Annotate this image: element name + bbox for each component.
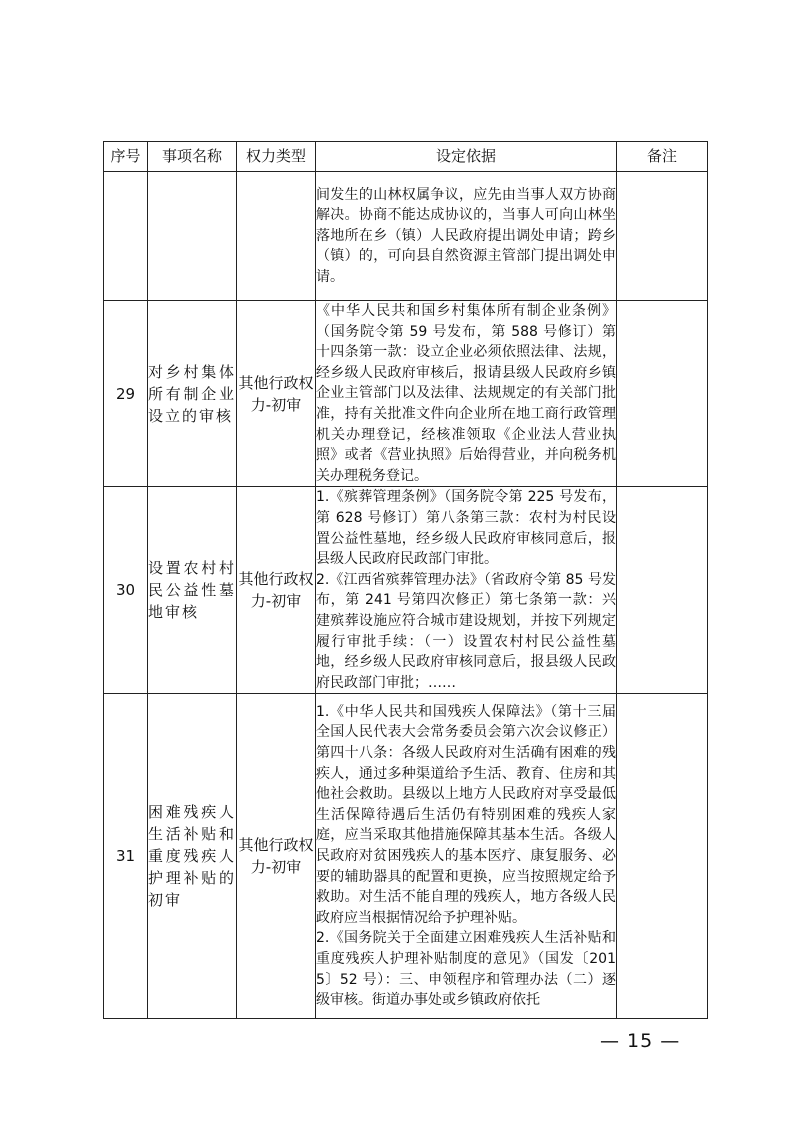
- cell-type: 其他行政权力-初审: [237, 487, 316, 694]
- cell-remark: [617, 301, 708, 487]
- table-row-29: [104, 301, 708, 487]
- page-number: — 15 —: [600, 1030, 681, 1052]
- header-no: 序号: [104, 142, 148, 172]
- cell-name: [148, 172, 237, 301]
- cell-basis: 1.《中华人民共和国残疾人保障法》（第十三届全国人民代表大会常务委员会第六次会议修正）第四十八条：各级人民政府对生活确有困难的残疾人，通过多种渠道给予生活、教育、住房和其他社会救助。县级以上地方人民政府对享受最低生活保障待遇后生活仍有特别困难的残疾人家庭，应当采取其他措施保障其基本生活。各级人民政府对贫困残疾人的基本医疗、康复服务、必要的辅助器具的配置和更换，应当按照规定给予救助。对生活不能自理的残疾人，地方各级人民政府应当根据情况给予护理补贴。 2.《国务院关于全面建立困难残疾人生活补贴和重度残疾人护理补贴制度的意见》（国发〔2015〕52 号）：三、申领程序和管理办法（二）逐级审核。街道办事处或乡镇政府依托: [316, 694, 617, 1019]
- cell-name: 设置农村村民公益性墓地审核: [148, 487, 237, 694]
- cell-remark: [617, 694, 708, 1019]
- items-table: [103, 141, 708, 1019]
- cell-remark: [617, 487, 708, 694]
- cell-no: 31: [104, 694, 148, 1019]
- table-row-30: [104, 487, 708, 694]
- cell-basis: 《中华人民共和国乡村集体所有制企业条例》（国务院令第 59 号发布，第 588 号修订）第十四条第一款：设立企业必须依照法律、法规，经乡级人民政府审核后，报请县级人民政府乡镇企业主管部门以及法律、法规规定的有关部门批准，持有关批准文件向企业所在地工商行政管理机关办理登记，经核准领取《企业法人营业执照》或者《营业执照》后始得营业，并向税务机关办理税务登记。: [316, 301, 617, 487]
- cell-no: 29: [104, 301, 148, 487]
- table-row-31: [104, 694, 708, 1019]
- cell-name: 对乡村集体所有制企业设立的审核: [148, 301, 237, 487]
- table-row-continued: [104, 172, 708, 301]
- cell-basis: 间发生的山林权属争议，应先由当事人双方协商解决。协商不能达成协议的，当事人可向山林坐落地所在乡（镇）人民政府提出调处申请；跨乡（镇）的，可向县自然资源主管部门提出调处申请。: [316, 172, 617, 301]
- cell-type: 其他行政权力-初审: [237, 694, 316, 1019]
- table-header-row: [104, 142, 708, 172]
- cell-basis: 1.《殡葬管理条例》（国务院令第 225 号发布，第 628 号修订）第八条第三款：农村为村民设置公益性墓地，经乡级人民政府审核同意后，报县级人民政府民政部门审批。 2.《江西省殡葬管理办法》（省政府令第 85 号发布，第 241 号第四次修正）第七条第一款：兴建殡葬设施应符合城市建设规划，并按下列规定履行审批手续：（一）设置农村村民公益性墓地，经乡级人民政府审核同意后，报县级人民政府民政部门审批；……: [316, 487, 617, 694]
- cell-type: 其他行政权力-初审: [237, 301, 316, 487]
- header-type: 权力类型: [237, 142, 316, 172]
- cell-no: [104, 172, 148, 301]
- cell-remark: [617, 172, 708, 301]
- header-basis: 设定依据: [316, 142, 617, 172]
- header-name: 事项名称: [148, 142, 237, 172]
- cell-name: 困难残疾人生活补贴和重度残疾人护理补贴的初审: [148, 694, 237, 1019]
- header-remark: 备注: [617, 142, 708, 172]
- cell-type: [237, 172, 316, 301]
- cell-no: 30: [104, 487, 148, 694]
